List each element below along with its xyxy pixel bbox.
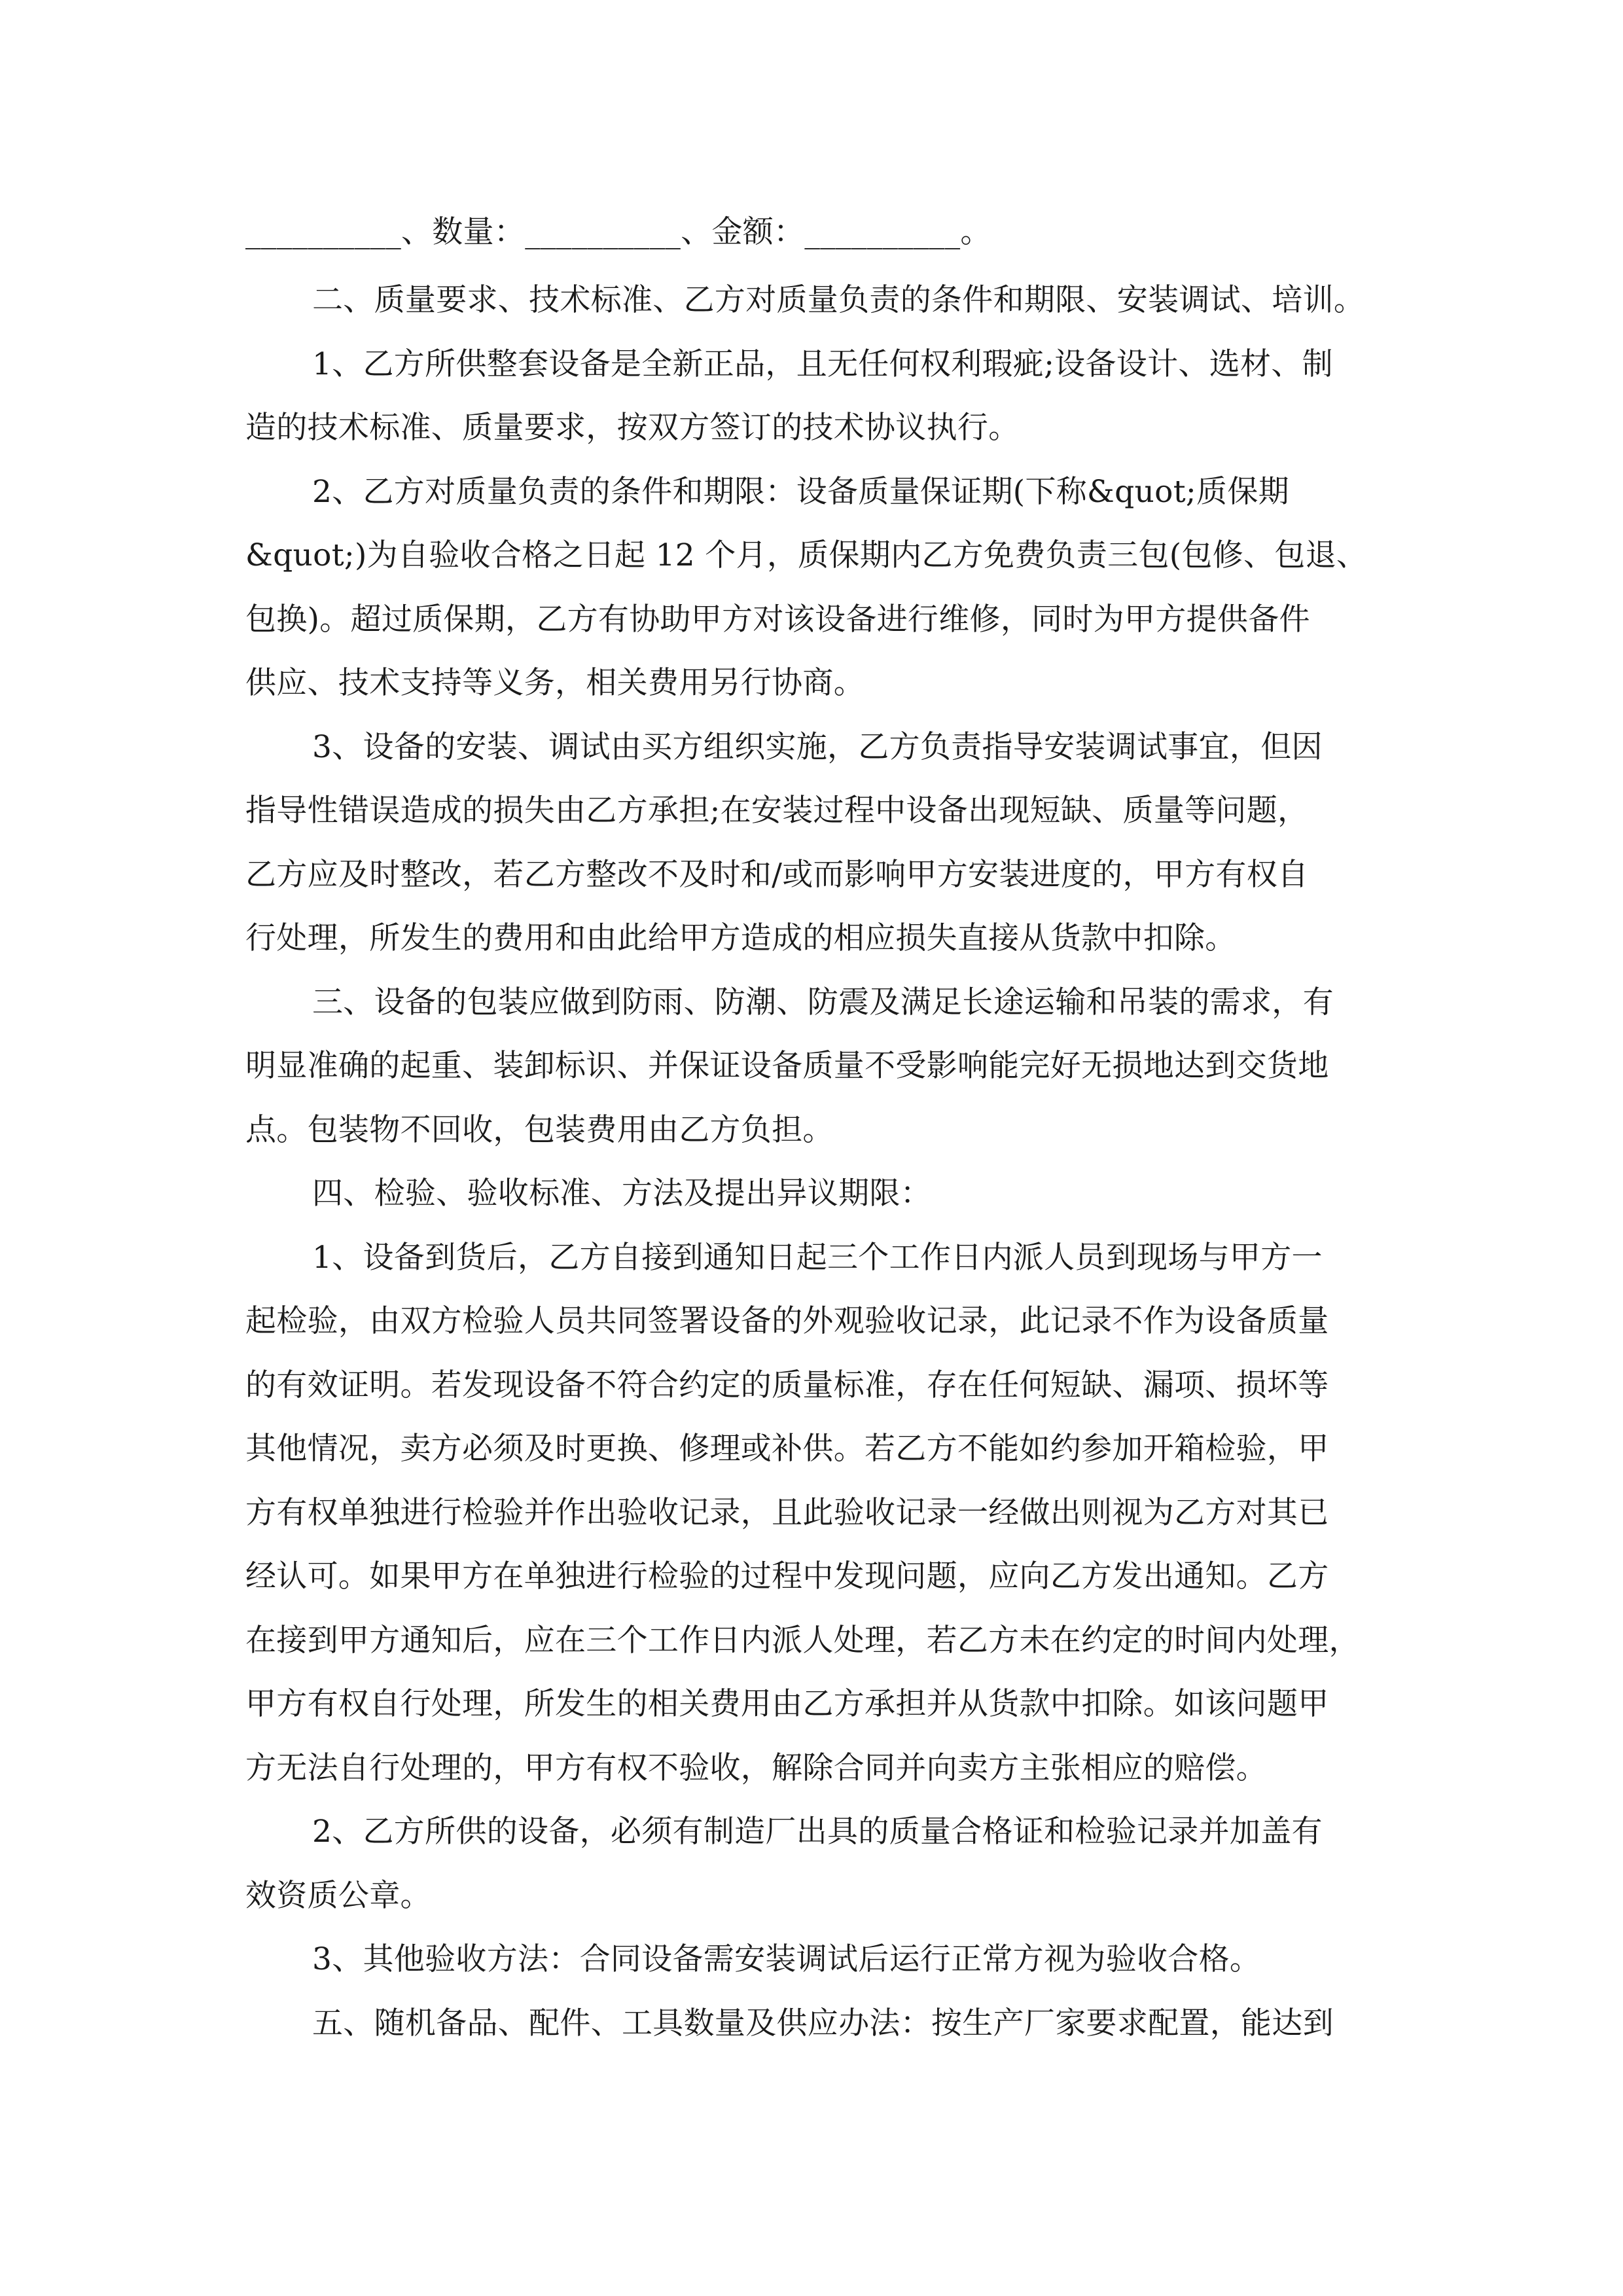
text-line: 3、设备的安装、调试由买方组织实施，乙方负责指导安装调试事宜，但因: [312, 728, 1323, 765]
text-line: __________、数量：__________、金额：__________。: [245, 214, 991, 250]
text-line: 其他情况，卖方必须及时更换、修理或补供。若乙方不能如约参加开箱检验，甲: [245, 1431, 1329, 1467]
text-line: 包换)。超过质保期，乙方有协助甲方对该设备进行维修，同时为甲方提供备件: [245, 601, 1310, 637]
text-line: 在接到甲方通知后，应在三个工作日内派人处理，若乙方未在约定的时间内处理，: [245, 1622, 1360, 1659]
text-line: 方无法自行处理的，甲方有权不验收，解除合同并向卖方主张相应的赔偿。: [245, 1749, 1267, 1786]
text-line: 3、其他验收方法：合同设备需安装调试后运行正常方视为验收合格。: [312, 1941, 1261, 1977]
text-line: 方有权单独进行检验并作出验收记录，且此验收记录一经做出则视为乙方对其已: [245, 1494, 1329, 1531]
text-line: 的有效证明。若发现设备不符合约定的质量标准，存在任何短缺、漏项、损坏等: [245, 1367, 1329, 1403]
contract-body: [245, 196, 1384, 2055]
text-line: 三、设备的包装应做到防雨、防潮、防震及满足长途运输和吊装的需求，有: [312, 984, 1334, 1020]
text-line: 二、质量要求、技术标准、乙方对质量负责的条件和期限、安装调试、培训。: [312, 282, 1365, 318]
text-line: 五、随机备品、配件、工具数量及供应办法：按生产厂家要求配置，能达到: [312, 2005, 1334, 2041]
text-line: 起检验，由双方检验人员共同签署设备的外观验收记录，此记录不作为设备质量: [245, 1303, 1329, 1339]
text-line: 2、乙方对质量负责的条件和期限：设备质量保证期(下称&quot;质保期: [312, 473, 1289, 510]
text-line: 2、乙方所供的设备，必须有制造厂出具的质量合格证和检验记录并加盖有: [312, 1814, 1323, 1850]
text-line: 造的技术标准、质量要求，按双方签订的技术协议执行。: [245, 410, 1020, 446]
text-line: 甲方有权自行处理，所发生的相关费用由乙方承担并从货款中扣除。如该问题甲: [245, 1686, 1329, 1722]
text-line: 点。包装物不回收，包装费用由乙方负担。: [245, 1111, 834, 1148]
text-line: 1、乙方所供整套设备是全新正品，且无任何权利瑕疵;设备设计、选材、制: [312, 346, 1333, 382]
text-line: 指导性错误造成的损失由乙方承担;在安装过程中设备出现短缺、质量等问题，: [245, 793, 1309, 829]
text-line: 乙方应及时整改，若乙方整改不及时和/或而影响甲方安装进度的，甲方有权自: [245, 856, 1309, 893]
text-line: 效资质公章。: [245, 1877, 431, 1914]
text-line: 明显准确的起重、装卸标识、并保证设备质量不受影响能完好无损地达到交货地: [245, 1048, 1329, 1084]
text-line: 1、设备到货后，乙方自接到通知日起三个工作日内派人员到现场与甲方一: [312, 1239, 1323, 1276]
text-line: 行处理，所发生的费用和由此给甲方造成的相应损失直接从货款中扣除。: [245, 920, 1236, 956]
text-line: 经认可。如果甲方在单独进行检验的过程中发现问题，应向乙方发出通知。乙方: [245, 1558, 1329, 1594]
text-line: 供应、技术支持等义务，相关费用另行协商。: [245, 665, 865, 701]
text-line: &quot;)为自验收合格之日起 12 个月，质保期内乙方免费负责三包(包修、包退、: [245, 537, 1368, 573]
text-line: 四、检验、验收标准、方法及提出异议期限：: [312, 1175, 931, 1211]
